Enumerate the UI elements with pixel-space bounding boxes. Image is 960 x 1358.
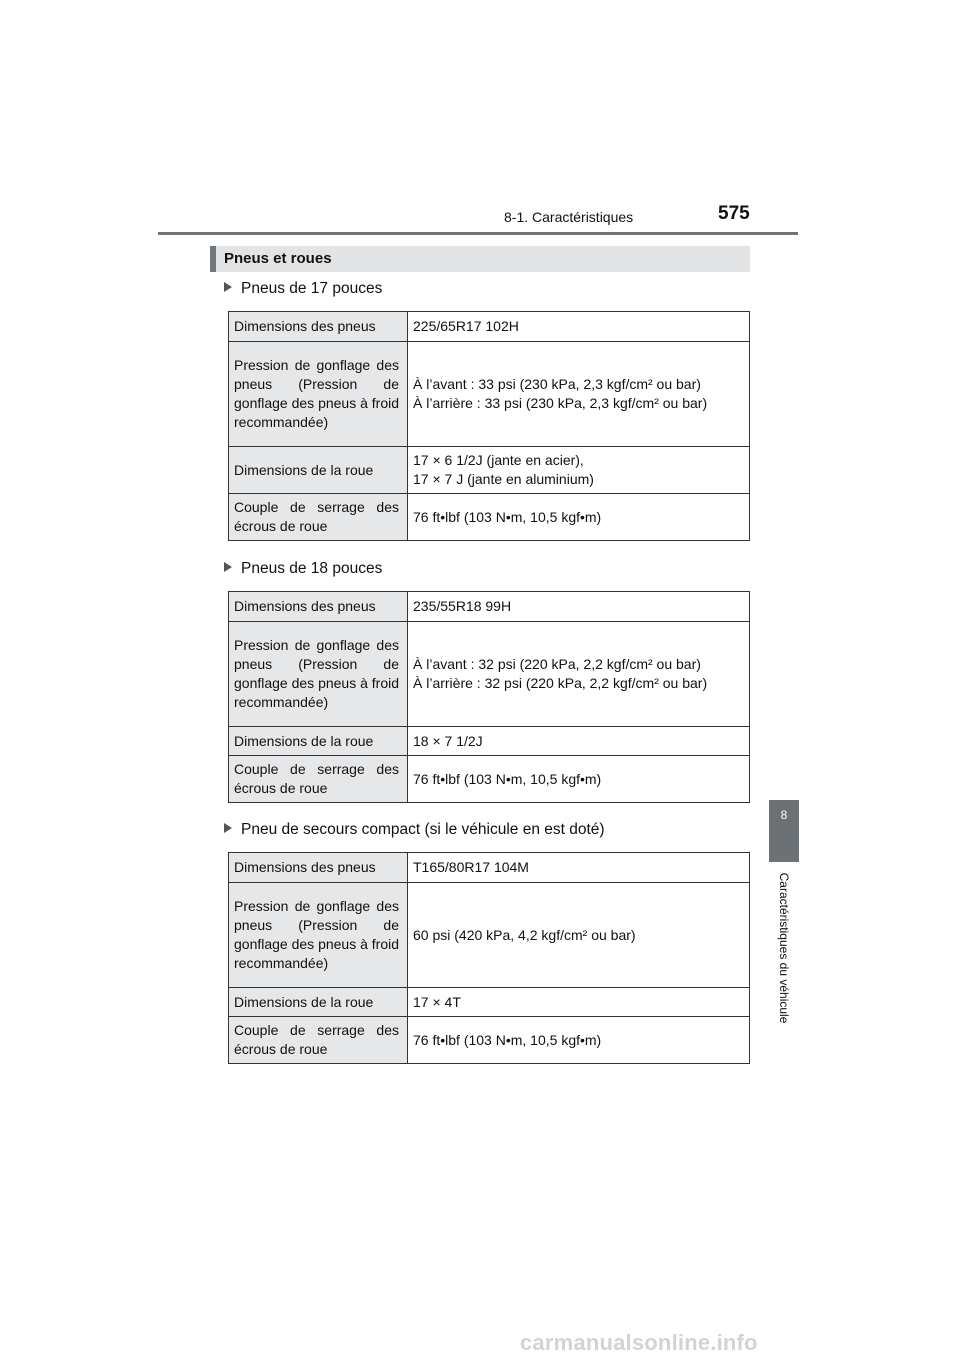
- table-row: [229, 342, 750, 447]
- spec-table-spare: [228, 852, 750, 1064]
- row-value: [408, 447, 750, 494]
- row-value: [408, 342, 750, 447]
- spec-table-18: [228, 591, 750, 803]
- row-label: Dimensions des pneus: [229, 853, 408, 883]
- table-row: [229, 312, 750, 342]
- row-label: Dimensions de la roue: [229, 447, 408, 494]
- table-row: [229, 853, 750, 883]
- table-row: [229, 494, 750, 541]
- triangle-bullet-icon: [224, 282, 232, 292]
- triangle-bullet-icon: [224, 562, 232, 572]
- value-line: À l’arrière : 32 psi (220 kPa, 2,2 kgf/cm² ou bar): [413, 675, 708, 691]
- header-rule: [158, 232, 798, 235]
- row-label: Dimensions des pneus: [229, 312, 408, 342]
- spec-table-17: [228, 311, 750, 541]
- table-row: [229, 988, 750, 1017]
- value-line: 17 × 7 J (jante en aluminium): [413, 471, 594, 487]
- row-value: 225/65R17 102H: [408, 312, 750, 342]
- value-line: À l’avant : 32 psi (220 kPa, 2,2 kgf/cm² ou bar): [413, 656, 701, 672]
- row-label: Pression de gonflage des pneus (Pression de gonflage des pneus à froid recommandée): [229, 342, 408, 447]
- watermark: carmanualsonline.info: [520, 1330, 758, 1355]
- row-value: 60 psi (420 kPa, 4,2 kgf/cm² ou bar): [408, 883, 750, 988]
- row-label: Couple de serrage des écrous de roue: [229, 1017, 408, 1064]
- table-row: [229, 447, 750, 494]
- row-label: Dimensions de la roue: [229, 727, 408, 756]
- chapter-tab-label: Caractéristiques du véhicule: [777, 872, 791, 1024]
- section-title: Pneus et roues: [210, 246, 750, 272]
- group-title-17: Pneus de 17 pouces: [224, 280, 382, 298]
- value-line: À l’arrière : 33 psi (230 kPa, 2,3 kgf/cm² ou bar): [413, 395, 708, 411]
- row-label: Pression de gonflage des pneus (Pression de gonflage des pneus à froid recommandée): [229, 883, 408, 988]
- row-label: Couple de serrage des écrous de roue: [229, 494, 408, 541]
- row-label: Dimensions de la roue: [229, 988, 408, 1017]
- group-title-18: Pneus de 18 pouces: [224, 560, 382, 578]
- value-line: 17 × 6 1/2J (jante en acier),: [413, 452, 584, 468]
- row-value: 18 × 7 1/2J: [408, 727, 750, 756]
- row-label: Dimensions des pneus: [229, 592, 408, 622]
- row-value: [408, 622, 750, 727]
- triangle-bullet-icon: [224, 823, 232, 833]
- row-value: 76 ft•lbf (103 N•m, 10,5 kgf•m): [408, 1017, 750, 1064]
- table-row: [229, 883, 750, 988]
- row-label: Couple de serrage des écrous de roue: [229, 756, 408, 803]
- table-row: [229, 592, 750, 622]
- row-value: 76 ft•lbf (103 N•m, 10,5 kgf•m): [408, 756, 750, 803]
- table-row: [229, 1017, 750, 1064]
- table-row: [229, 756, 750, 803]
- table-row: [229, 622, 750, 727]
- value-line: À l’avant : 33 psi (230 kPa, 2,3 kgf/cm² ou bar): [413, 376, 701, 392]
- table-row: [229, 727, 750, 756]
- row-value: T165/80R17 104M: [408, 853, 750, 883]
- row-value: 235/55R18 99H: [408, 592, 750, 622]
- row-value: 17 × 4T: [408, 988, 750, 1017]
- row-label: Pression de gonflage des pneus (Pression de gonflage des pneus à froid recommandée): [229, 622, 408, 727]
- chapter-tab: 8: [769, 800, 799, 862]
- header-section: 8-1. Caractéristiques: [504, 209, 634, 225]
- page-number: 575: [718, 203, 750, 224]
- row-value: 76 ft•lbf (103 N•m, 10,5 kgf•m): [408, 494, 750, 541]
- group-title-spare: Pneu de secours compact (si le véhicule en est doté): [224, 821, 605, 839]
